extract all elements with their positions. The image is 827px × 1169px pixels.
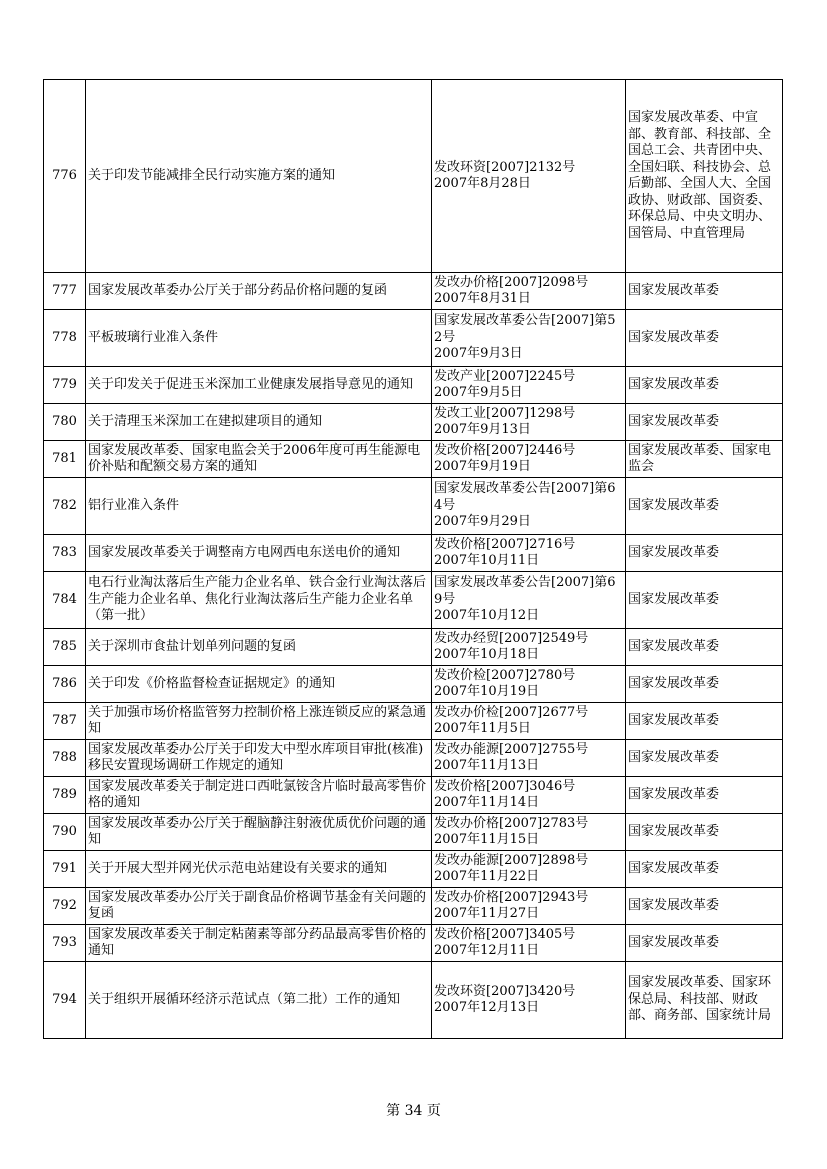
- document-number: 发改价格[2007]3405号: [434, 926, 576, 942]
- document-reference-cell: [432, 851, 626, 888]
- issue-date: 2007年9月5日: [434, 385, 523, 400]
- issuing-department: 国家发展改革委: [626, 888, 783, 925]
- row-number: 780: [44, 404, 86, 441]
- document-reference-cell: [432, 572, 626, 629]
- table-row: [44, 535, 783, 572]
- issue-date: 2007年10月12日: [434, 608, 540, 624]
- issuing-department: 国家发展改革委: [626, 777, 783, 814]
- document-number: 发改办价格[2007]2783号: [434, 815, 589, 831]
- table-row: [44, 962, 783, 1039]
- row-number: 783: [44, 535, 86, 572]
- issue-date: 2007年11月15日: [434, 832, 540, 847]
- table-row: [44, 572, 783, 629]
- table-row: [44, 814, 783, 851]
- document-title: 关于印发《价格监督检查证据规定》的通知: [86, 666, 432, 703]
- table-row: [44, 80, 783, 273]
- issue-date: 2007年9月13日: [434, 422, 531, 437]
- document-reference-cell: [432, 888, 626, 925]
- document-title: 关于清理玉米深加工在建拟建项目的通知: [86, 404, 432, 441]
- issue-date: 2007年8月28日: [434, 176, 531, 191]
- document-title: 国家发展改革委关于调整南方电网西电东送电价的通知: [86, 535, 432, 572]
- table-row: [44, 310, 783, 367]
- issue-date: 2007年11月22日: [434, 869, 540, 884]
- issue-date: 2007年11月5日: [434, 721, 531, 736]
- issue-date: 2007年11月14日: [434, 795, 540, 810]
- document-title: 国家发展改革委关于制定粘菌素等部分药品最高零售价格的通知: [86, 925, 432, 962]
- issuing-department: 国家发展改革委: [626, 310, 783, 367]
- document-reference-cell: [432, 666, 626, 703]
- document-reference-cell: [432, 310, 626, 367]
- document-number: 发改办价格[2007]2098号: [434, 274, 589, 290]
- row-number: 790: [44, 814, 86, 851]
- issuing-department: 国家发展改革委、国家电监会: [626, 441, 783, 478]
- row-number: 781: [44, 441, 86, 478]
- document-reference-cell: [432, 740, 626, 777]
- document-reference-cell: [432, 629, 626, 666]
- document-number: 发改价检[2007]2780号: [434, 667, 576, 683]
- document-table: [43, 79, 783, 1039]
- issuing-department: 国家发展改革委: [626, 740, 783, 777]
- row-number: 791: [44, 851, 86, 888]
- document-number: 国家发展改革委公告[2007]第52号: [434, 313, 616, 345]
- issuing-department: 国家发展改革委、中宣部、教育部、科技部、全国总工会、共青团中央、全国妇联、科技协会、总后勤部、全国人大、全国政协、财政部、国资委、环保总局、中央文明办、国管局、中直管理局: [626, 80, 783, 273]
- issuing-department: 国家发展改革委: [626, 273, 783, 310]
- document-title: 关于开展大型并网光伏示范电站建设有关要求的通知: [86, 851, 432, 888]
- table-row: [44, 404, 783, 441]
- row-number: 779: [44, 367, 86, 404]
- document-title: 平板玻璃行业准入条件: [86, 310, 432, 367]
- document-title: 国家发展改革委办公厅关于副食品价格调节基金有关问题的复函: [86, 888, 432, 925]
- document-reference-cell: [432, 404, 626, 441]
- row-number: 793: [44, 925, 86, 962]
- document-reference-cell: [432, 80, 626, 273]
- document-number: 发改环资[2007]3420号: [434, 983, 576, 999]
- document-title: 国家发展改革委、国家电监会关于2006年度可再生能源电价补贴和配额交易方案的通知: [86, 441, 432, 478]
- table-row: [44, 925, 783, 962]
- document-number: 发改价格[2007]2446号: [434, 442, 576, 458]
- row-number: 785: [44, 629, 86, 666]
- document-number: 发改价格[2007]3046号: [434, 778, 576, 794]
- row-number: 784: [44, 572, 86, 629]
- document-reference-cell: [432, 441, 626, 478]
- document-number: 发改办能源[2007]2898号: [434, 852, 589, 868]
- issuing-department: 国家发展改革委: [626, 572, 783, 629]
- row-number: 776: [44, 80, 86, 273]
- document-title: 电石行业淘汰落后生产能力企业名单、铁合金行业淘汰落后生产能力企业名单、焦化行业淘汰落后生产能力企业名单（第一批）: [86, 572, 432, 629]
- row-number: 792: [44, 888, 86, 925]
- document-number: 发改环资[2007]2132号: [434, 159, 576, 175]
- issue-date: 2007年9月29日: [434, 514, 531, 530]
- document-title: 关于印发关于促进玉米深加工业健康发展指导意见的通知: [86, 367, 432, 404]
- row-number: 777: [44, 273, 86, 310]
- document-number: 发改办价检[2007]2677号: [434, 704, 589, 720]
- document-title: 关于组织开展循环经济示范试点（第二批）工作的通知: [86, 962, 432, 1039]
- document-number: 发改办价格[2007]2943号: [434, 889, 589, 905]
- issue-date: 2007年12月13日: [434, 1000, 540, 1015]
- document-number: 发改工业[2007]1298号: [434, 405, 576, 421]
- table-row: [44, 273, 783, 310]
- document-title: 国家发展改革委办公厅关于印发大中型水库项目审批(核准)移民安置现场调研工作规定的通知: [86, 740, 432, 777]
- table-body: [44, 80, 783, 1039]
- issue-date: 2007年10月18日: [434, 647, 540, 662]
- issuing-department: 国家发展改革委: [626, 666, 783, 703]
- table-row: [44, 478, 783, 535]
- table-row: [44, 851, 783, 888]
- table-row: [44, 367, 783, 404]
- issuing-department: 国家发展改革委: [626, 404, 783, 441]
- row-number: 788: [44, 740, 86, 777]
- table-row: [44, 777, 783, 814]
- document-reference-cell: [432, 478, 626, 535]
- table-row: [44, 441, 783, 478]
- row-number: 794: [44, 962, 86, 1039]
- document-reference-cell: [432, 703, 626, 740]
- issue-date: 2007年11月27日: [434, 906, 540, 921]
- document-number: 发改办能源[2007]2755号: [434, 741, 589, 757]
- document-reference-cell: [432, 962, 626, 1039]
- document-number: 发改办经贸[2007]2549号: [434, 630, 589, 646]
- issuing-department: 国家发展改革委: [626, 925, 783, 962]
- row-number: 786: [44, 666, 86, 703]
- issuing-department: 国家发展改革委: [626, 703, 783, 740]
- document-title: 国家发展改革委关于制定进口西吡氯铵含片临时最高零售价格的通知: [86, 777, 432, 814]
- row-number: 782: [44, 478, 86, 535]
- issue-date: 2007年8月31日: [434, 291, 531, 306]
- issuing-department: 国家发展改革委: [626, 478, 783, 535]
- document-reference-cell: [432, 367, 626, 404]
- issuing-department: 国家发展改革委、国家环保总局、科技部、财政部、商务部、国家统计局: [626, 962, 783, 1039]
- table-row: [44, 703, 783, 740]
- document-title: 关于加强市场价格监管努力控制价格上涨连锁反应的紧急通知: [86, 703, 432, 740]
- document-reference-cell: [432, 535, 626, 572]
- document-reference-cell: [432, 814, 626, 851]
- row-number: 789: [44, 777, 86, 814]
- document-reference-cell: [432, 273, 626, 310]
- issuing-department: 国家发展改革委: [626, 367, 783, 404]
- document-title: 国家发展改革委办公厅关于醒脑静注射液优质优价问题的通知: [86, 814, 432, 851]
- row-number: 787: [44, 703, 86, 740]
- issuing-department: 国家发展改革委: [626, 535, 783, 572]
- document-title: 国家发展改革委办公厅关于部分药品价格问题的复函: [86, 273, 432, 310]
- table-row: [44, 740, 783, 777]
- issuing-department: 国家发展改革委: [626, 814, 783, 851]
- issue-date: 2007年10月19日: [434, 684, 540, 699]
- document-number: 国家发展改革委公告[2007]第69号: [434, 575, 616, 607]
- document-reference-cell: [432, 925, 626, 962]
- table-row: [44, 888, 783, 925]
- document-number: 发改价格[2007]2716号: [434, 536, 576, 552]
- document-number: 发改产业[2007]2245号: [434, 368, 576, 384]
- page-number: 第 34 页: [386, 1103, 441, 1119]
- issue-date: 2007年9月19日: [434, 459, 531, 474]
- issue-date: 2007年12月11日: [434, 943, 540, 958]
- document-title: 关于深圳市食盐计划单列问题的复函: [86, 629, 432, 666]
- document-reference-cell: [432, 777, 626, 814]
- table-row: [44, 666, 783, 703]
- issuing-department: 国家发展改革委: [626, 629, 783, 666]
- issue-date: 2007年9月3日: [434, 346, 523, 362]
- issue-date: 2007年10月11日: [434, 553, 540, 568]
- document-title: 关于印发节能减排全民行动实施方案的通知: [86, 80, 432, 273]
- issue-date: 2007年11月13日: [434, 758, 540, 773]
- document-number: 国家发展改革委公告[2007]第64号: [434, 481, 616, 513]
- issuing-department: 国家发展改革委: [626, 851, 783, 888]
- document-title: 铝行业准入条件: [86, 478, 432, 535]
- table-row: [44, 629, 783, 666]
- row-number: 778: [44, 310, 86, 367]
